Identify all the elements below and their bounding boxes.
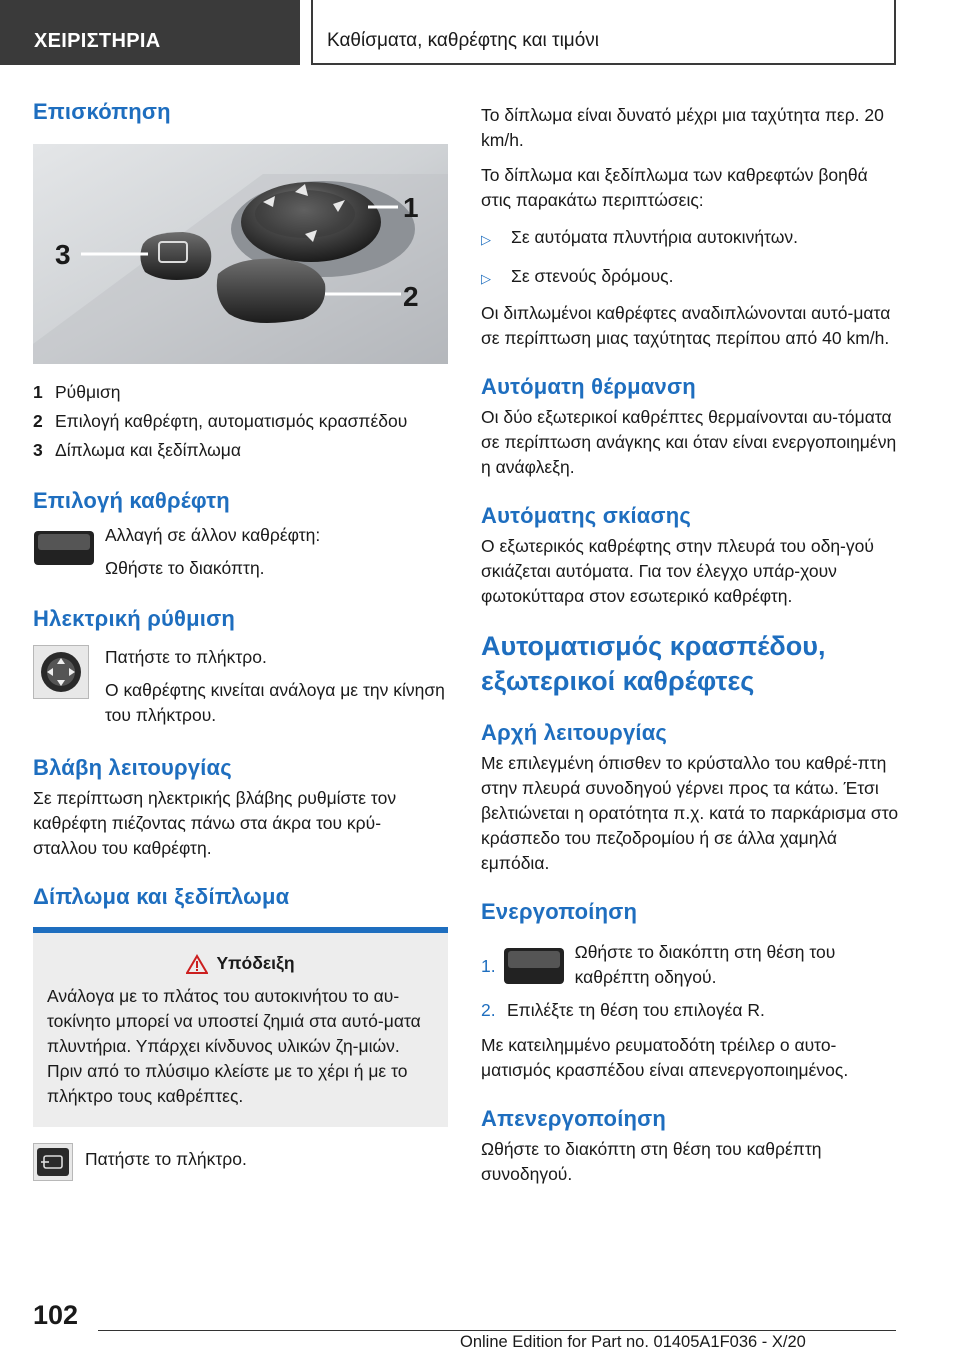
mirror-controls-photo xyxy=(33,144,448,364)
page-number: 102 xyxy=(33,1300,79,1330)
deactivation-heading: Απενεργοποίηση xyxy=(481,1106,667,1131)
legend-item: 3 Δίπλωμα και ξεδίπλωμα xyxy=(33,440,241,460)
callout-1: 1 xyxy=(403,192,419,223)
mirror-select-heading: Επιλογή καθρέφτη xyxy=(33,488,230,513)
principle-text: Με επιλεγμένη όπισθεν το κρύσταλλο του καθρέ-πτη στην πλευρά συνοδηγού γέρνει προς τα κάτω. Έτσι βελτιώνεται η ορατότητα π.χ. κατά το παρκάρισμα στο κράσπεδο του πεζοδρομίου ή σε άλλα χαμηλά εμπόδια. xyxy=(481,753,899,873)
deactivation-text: Ωθήστε το διακόπτη στη θέση του καθρέπτη συνοδηγού. xyxy=(481,1139,822,1184)
speed-text: Το δίπλωμα είναι δυνατό μέχρι μια ταχύτητα περ. 20 km/h. xyxy=(481,105,884,150)
fold-press-block: Πατήστε το πλήκτρο. xyxy=(33,1143,448,1181)
warning-icon xyxy=(186,954,208,974)
notice-box xyxy=(33,927,448,1127)
legend-item: 2 Επιλογή καθρέφτη, αυτοματισμός κρασπέδου xyxy=(33,411,408,431)
heating-heading: Αυτόματη θέρμανση xyxy=(481,374,696,399)
notice-text: Ανάλογα με το πλάτος του αυτοκινήτου το αυ-τοκίνητο μπορεί να υποστεί ζημιά στα αυτό-ματα πλυντήρια. Υπάρχει κίνδυνος υλικών ζη-μιών. Πριν από το πλύσιμο κλείστε με το χέρι ή με το πλήκτρο τους καθρέπτες. xyxy=(47,986,421,1106)
step-item: 1. Ωθήστε το διακόπτη στη θέση του καθρέπτη οδηγού. xyxy=(481,942,836,987)
callout-3: 3 xyxy=(55,239,71,270)
dimming-heading: Αυτόματης σκίασης xyxy=(481,503,692,528)
right-column xyxy=(481,103,901,1187)
electric-heading: Ηλεκτρική ρύθμιση xyxy=(33,606,235,631)
helps-text: Το δίπλωμα και ξεδίπλωμα των καθρεφτών βοηθά στις παρακάτω περιπτώσεις: xyxy=(481,165,868,210)
dimming-text: Ο εξωτερικός καθρέφτης στην πλευρά του οδη-γού σκιάζεται αυτόματα. Για τον έλεγχο υπάρ-χουν φωτοκύτταρα στον εσωτερικό καθρέφτη. xyxy=(481,536,874,606)
kerb-heading-2: εξωτερικοί καθρέφτες xyxy=(481,666,755,696)
selector-switch-icon xyxy=(503,946,565,986)
edition-text: Online Edition for Part no. 01405A1F036 - X/20 xyxy=(460,1333,806,1351)
overview-heading: Επισκόπηση xyxy=(33,99,171,124)
footer-divider xyxy=(98,1330,896,1331)
trailer-text: Με κατειλημμένο ρευματοδότη τρέιλερ ο αυτο-ματισμός κρασπέδου είναι απενεργοποιημένος. xyxy=(481,1035,849,1080)
fold-key-icon xyxy=(33,1143,73,1181)
fold-heading: Δίπλωμα και ξεδίπλωμα xyxy=(33,884,290,909)
activation-heading: Ενεργοποίηση xyxy=(481,899,638,924)
selector-switch-icon xyxy=(33,523,95,573)
joystick-icon xyxy=(33,645,89,699)
kerb-heading-1: Αυτοματισμός κρασπέδου, xyxy=(481,631,826,661)
bullet-item: ▷ Σε αυτόματα πλυντήρια αυτοκινήτων. xyxy=(481,227,798,247)
electric-block: Πατήστε το πλήκτρο. Ο καθρέφτης κινείται ανάλογα με την κίνηση του πλήκτρου. xyxy=(33,645,448,728)
unfold-text: Οι διπλωμένοι καθρέφτες αναδιπλώνονται αυτό-ματα σε περίπτωση μιας ταχύτητας περίπου από 40 km/h. xyxy=(481,303,891,348)
step-item: 2. Επιλέξτε τη θέση του επιλογέα R. xyxy=(481,1000,765,1020)
bullet-item: ▷ Σε στενούς δρόμους. xyxy=(481,266,674,286)
notice-title: Υπόδειξη xyxy=(47,953,434,974)
mirror-select-block: Αλλαγή σε άλλον καθρέφτη: Ωθήστε το διακόπτη. xyxy=(33,523,448,581)
mirror-controls-illustration xyxy=(33,144,448,364)
principle-heading: Αρχή λειτουργίας xyxy=(481,720,668,745)
left-column xyxy=(33,98,448,1181)
chapter-header: Καθίσματα, καθρέφτης και τιμόνι xyxy=(311,0,896,65)
legend-item: 1 Ρύθμιση xyxy=(33,382,121,402)
callout-2: 2 xyxy=(403,281,419,312)
section-header: ΧΕΙΡΙΣΤΗΡΙΑ xyxy=(0,0,300,65)
heating-text: Οι δύο εξωτερικοί καθρέπτες θερμαίνονται αυ-τόματα σε περίπτωση ανάγκης και όταν είναι ενεργοποιημένη η ανάφλεξη. xyxy=(481,407,897,477)
fault-heading: Βλάβη λειτουργίας xyxy=(33,755,232,780)
fault-text: Σε περίπτωση ηλεκτρικής βλάβης ρυθμίστε τον καθρέφτη πιέζοντας πάνω στα άκρα του κρύ-σταλλου του καθρέφτη. xyxy=(33,788,397,858)
legend-list xyxy=(33,378,448,465)
